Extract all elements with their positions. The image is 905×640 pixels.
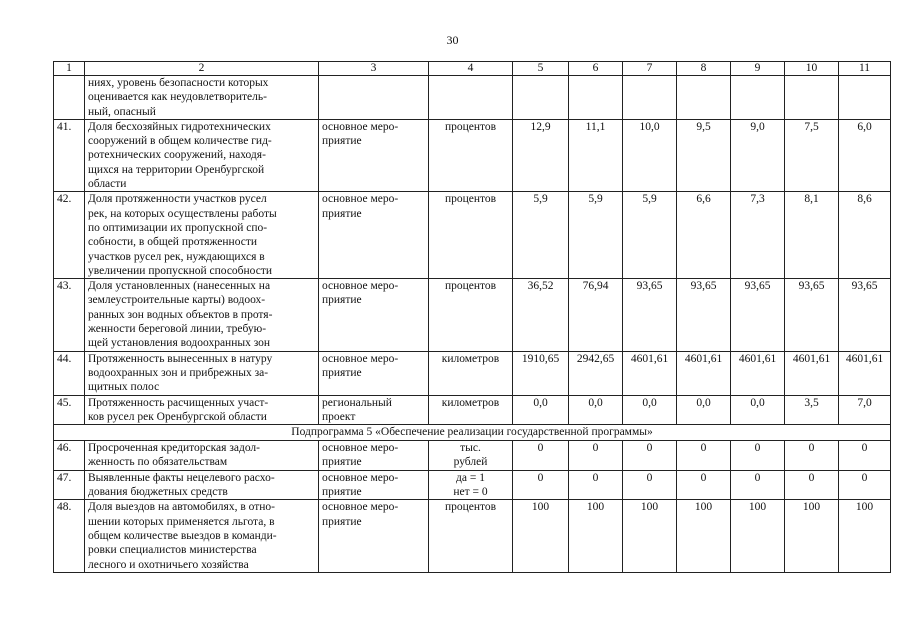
unit-cell bbox=[429, 470, 513, 500]
header-cell: 8 bbox=[677, 62, 731, 76]
text-line: землеустроительные карты) водоох- bbox=[88, 294, 266, 307]
value-cell: 2942,65 bbox=[569, 351, 623, 395]
text-line: региональный bbox=[322, 396, 392, 409]
continuation-row bbox=[54, 76, 891, 120]
table-row bbox=[54, 441, 891, 471]
text-line: щихся на территории Оренбургской bbox=[88, 163, 265, 176]
value-cell: 10,0 bbox=[623, 119, 677, 191]
event-type-cell bbox=[319, 119, 429, 191]
value-cell: 9,5 bbox=[677, 119, 731, 191]
value-cell: 7,3 bbox=[731, 192, 785, 279]
unit-cell bbox=[429, 192, 513, 279]
text-line: основное меро- bbox=[322, 352, 399, 365]
text-line: дования бюджетных средств bbox=[88, 486, 228, 499]
empty-cell bbox=[677, 76, 731, 120]
indicator-name-cell bbox=[85, 351, 319, 395]
row-number-cell bbox=[54, 76, 85, 120]
text-line: Доля установленных (нанесенных на bbox=[88, 280, 271, 293]
row-number-cell: 46. bbox=[54, 441, 85, 471]
value-cell: 0 bbox=[731, 470, 785, 500]
event-type-cell bbox=[319, 441, 429, 471]
empty-cell bbox=[569, 76, 623, 120]
value-cell: 5,9 bbox=[513, 192, 569, 279]
empty-cell bbox=[319, 76, 429, 120]
subprogram-title: Подпрограмма 5 «Обеспечение реализации государственной программы» bbox=[54, 425, 891, 441]
value-cell: 100 bbox=[731, 500, 785, 572]
value-cell: 93,65 bbox=[839, 279, 891, 351]
table-row bbox=[54, 351, 891, 395]
text-line: Выявленные факты нецелевого расхо- bbox=[88, 471, 275, 484]
value-cell: 0,0 bbox=[569, 395, 623, 425]
indicator-name-cell bbox=[85, 441, 319, 471]
value-cell: 0,0 bbox=[677, 395, 731, 425]
value-cell: 4601,61 bbox=[839, 351, 891, 395]
value-cell: 93,65 bbox=[623, 279, 677, 351]
text-line: рек, на которых осуществлены работы bbox=[88, 207, 277, 220]
text-line: основное меро- bbox=[322, 193, 399, 206]
text-line: процентов bbox=[444, 501, 497, 514]
text-line: Просроченная кредиторская задол- bbox=[88, 442, 260, 455]
header-cell: 9 bbox=[731, 62, 785, 76]
text-line: водоохранных зон и прибрежных за- bbox=[88, 366, 269, 379]
text-line: приятие bbox=[322, 456, 362, 469]
row-number-cell: 44. bbox=[54, 351, 85, 395]
value-cell: 12,9 bbox=[513, 119, 569, 191]
row-number-cell: 47. bbox=[54, 470, 85, 500]
value-cell: 93,65 bbox=[731, 279, 785, 351]
value-cell: 0 bbox=[623, 441, 677, 471]
text-line: Доля протяженности участков русел bbox=[88, 193, 267, 206]
text-line: женности береговой линии, требую- bbox=[88, 323, 267, 336]
table-body bbox=[54, 62, 891, 573]
indicator-name-cell bbox=[85, 119, 319, 191]
value-cell: 93,65 bbox=[677, 279, 731, 351]
text-line: области bbox=[88, 178, 127, 191]
subprogram-row bbox=[54, 425, 891, 441]
header-cell: 1 bbox=[54, 62, 85, 76]
empty-cell bbox=[429, 76, 513, 120]
value-cell: 7,0 bbox=[839, 395, 891, 425]
text-line: приятие bbox=[322, 486, 362, 499]
header-row bbox=[54, 62, 891, 76]
text-line: Протяженность расчищенных участ- bbox=[88, 396, 269, 409]
text-line: приятие bbox=[322, 515, 362, 528]
value-cell: 4601,61 bbox=[623, 351, 677, 395]
text-line: участков русел рек, нуждающихся в bbox=[88, 250, 265, 263]
event-type-cell bbox=[319, 279, 429, 351]
row-number-cell: 42. bbox=[54, 192, 85, 279]
value-cell: 0 bbox=[731, 441, 785, 471]
value-cell: 4601,61 bbox=[785, 351, 839, 395]
value-cell: 0,0 bbox=[731, 395, 785, 425]
value-cell: 0 bbox=[513, 470, 569, 500]
text-line: приятие bbox=[322, 207, 362, 220]
empty-cell bbox=[785, 76, 839, 120]
indicator-name-cell bbox=[85, 279, 319, 351]
text-line: километров bbox=[441, 352, 500, 365]
text-line: процентов bbox=[444, 120, 497, 133]
indicator-name-cell bbox=[85, 500, 319, 572]
event-type-cell bbox=[319, 395, 429, 425]
row-number-cell: 45. bbox=[54, 395, 85, 425]
unit-cell bbox=[429, 395, 513, 425]
text-line: общем количестве выездов в команди- bbox=[88, 529, 277, 542]
empty-cell bbox=[839, 76, 891, 120]
text-line: основное меро- bbox=[322, 120, 399, 133]
header-cell: 6 bbox=[569, 62, 623, 76]
value-cell: 5,9 bbox=[623, 192, 677, 279]
value-cell: 8,1 bbox=[785, 192, 839, 279]
value-cell: 76,94 bbox=[569, 279, 623, 351]
empty-cell bbox=[513, 76, 569, 120]
header-cell: 2 bbox=[85, 62, 319, 76]
value-cell: 5,9 bbox=[569, 192, 623, 279]
value-cell: 100 bbox=[569, 500, 623, 572]
value-cell: 0 bbox=[677, 441, 731, 471]
text-line: собности, в общей протяженности bbox=[88, 236, 258, 249]
event-type-cell bbox=[319, 500, 429, 572]
text-line: лесного и охотничьего хозяйства bbox=[88, 558, 249, 571]
value-cell: 6,0 bbox=[839, 119, 891, 191]
text-line: основное меро- bbox=[322, 501, 399, 514]
unit-cell bbox=[429, 279, 513, 351]
text-line: основное меро- bbox=[322, 471, 399, 484]
text-line: нет = 0 bbox=[453, 486, 488, 499]
text-line: ный, опасный bbox=[88, 105, 156, 118]
value-cell: 0 bbox=[569, 441, 623, 471]
value-cell: 0 bbox=[513, 441, 569, 471]
row-number-cell: 48. bbox=[54, 500, 85, 572]
value-cell: 1910,65 bbox=[513, 351, 569, 395]
text-line: основное меро- bbox=[322, 280, 399, 293]
indicators-table bbox=[53, 61, 891, 573]
text-line: ков русел рек Оренбургской области bbox=[88, 410, 267, 423]
value-cell: 100 bbox=[677, 500, 731, 572]
text-line: по оптимизации их пропускной спо- bbox=[88, 221, 268, 234]
text-line: ниях, уровень безопасности которых bbox=[88, 77, 269, 89]
header-cell: 4 bbox=[429, 62, 513, 76]
event-type-cell bbox=[319, 351, 429, 395]
value-cell: 9,0 bbox=[731, 119, 785, 191]
header-cell: 11 bbox=[839, 62, 891, 76]
value-cell: 36,52 bbox=[513, 279, 569, 351]
table-row bbox=[54, 119, 891, 191]
indicator-name-cell bbox=[85, 470, 319, 500]
event-type-cell bbox=[319, 192, 429, 279]
value-cell: 0,0 bbox=[623, 395, 677, 425]
header-cell: 7 bbox=[623, 62, 677, 76]
header-cell: 10 bbox=[785, 62, 839, 76]
text-line: щей установления водоохранных зон bbox=[88, 337, 271, 350]
text-line: километров bbox=[441, 396, 500, 409]
text-line: щитных полос bbox=[88, 381, 160, 394]
text-line: процентов bbox=[444, 280, 497, 293]
text-line: Протяженность вынесенных в натуру bbox=[88, 352, 273, 365]
text-line: приятие bbox=[322, 366, 362, 379]
value-cell: 11,1 bbox=[569, 119, 623, 191]
value-cell: 7,5 bbox=[785, 119, 839, 191]
text-line: ротехнических сооружений, находя- bbox=[88, 149, 266, 162]
value-cell: 4601,61 bbox=[731, 351, 785, 395]
unit-cell bbox=[429, 441, 513, 471]
row-number-cell: 43. bbox=[54, 279, 85, 351]
table-row bbox=[54, 500, 891, 572]
text-line: тыс. bbox=[460, 442, 481, 455]
text-line: Доля бесхозяйных гидротехнических bbox=[88, 120, 271, 133]
text-line: женность по обязательствам bbox=[88, 456, 228, 469]
unit-cell bbox=[429, 500, 513, 572]
row-number-cell: 41. bbox=[54, 119, 85, 191]
text-line: ранных зон водных объектов в протя- bbox=[88, 308, 273, 321]
indicator-name-cell bbox=[85, 395, 319, 425]
text-line: оценивается как неудовлетворитель- bbox=[88, 91, 267, 104]
text-line: увеличении пропускной способности bbox=[88, 264, 272, 277]
text-line: процентов bbox=[444, 193, 497, 206]
value-cell: 100 bbox=[839, 500, 891, 572]
value-cell: 100 bbox=[623, 500, 677, 572]
text-line: Доля выездов на автомобилях, в отно- bbox=[88, 501, 275, 514]
value-cell: 3,5 bbox=[785, 395, 839, 425]
value-cell: 0 bbox=[839, 441, 891, 471]
text-line: приятие bbox=[322, 135, 362, 148]
text-line: основное меро- bbox=[322, 442, 399, 455]
value-cell: 100 bbox=[513, 500, 569, 572]
value-cell: 100 bbox=[785, 500, 839, 572]
value-cell: 0 bbox=[785, 470, 839, 500]
value-cell: 0 bbox=[569, 470, 623, 500]
indicator-name-cell bbox=[85, 76, 319, 120]
value-cell: 0 bbox=[623, 470, 677, 500]
table-row bbox=[54, 395, 891, 425]
text-line: проект bbox=[322, 410, 356, 423]
unit-cell bbox=[429, 119, 513, 191]
text-line: да = 1 bbox=[456, 471, 485, 484]
page-number: 30 bbox=[446, 33, 459, 47]
value-cell: 0,0 bbox=[513, 395, 569, 425]
table-row bbox=[54, 279, 891, 351]
header-cell: 3 bbox=[319, 62, 429, 76]
empty-cell bbox=[731, 76, 785, 120]
text-line: сооружений в общем количестве гид- bbox=[88, 135, 272, 148]
unit-cell bbox=[429, 351, 513, 395]
header-cell: 5 bbox=[513, 62, 569, 76]
text-line: рублей bbox=[453, 456, 488, 469]
value-cell: 93,65 bbox=[785, 279, 839, 351]
text-line: шении которых применяется льгота, в bbox=[88, 515, 275, 528]
value-cell: 0 bbox=[839, 470, 891, 500]
value-cell: 0 bbox=[785, 441, 839, 471]
value-cell: 8,6 bbox=[839, 192, 891, 279]
value-cell: 0 bbox=[677, 470, 731, 500]
indicator-name-cell bbox=[85, 192, 319, 279]
text-line: приятие bbox=[322, 294, 362, 307]
value-cell: 4601,61 bbox=[677, 351, 731, 395]
table-row bbox=[54, 470, 891, 500]
text-line: ровки специалистов министерства bbox=[88, 544, 257, 557]
value-cell: 6,6 bbox=[677, 192, 731, 279]
empty-cell bbox=[623, 76, 677, 120]
table-row bbox=[54, 192, 891, 279]
event-type-cell bbox=[319, 470, 429, 500]
